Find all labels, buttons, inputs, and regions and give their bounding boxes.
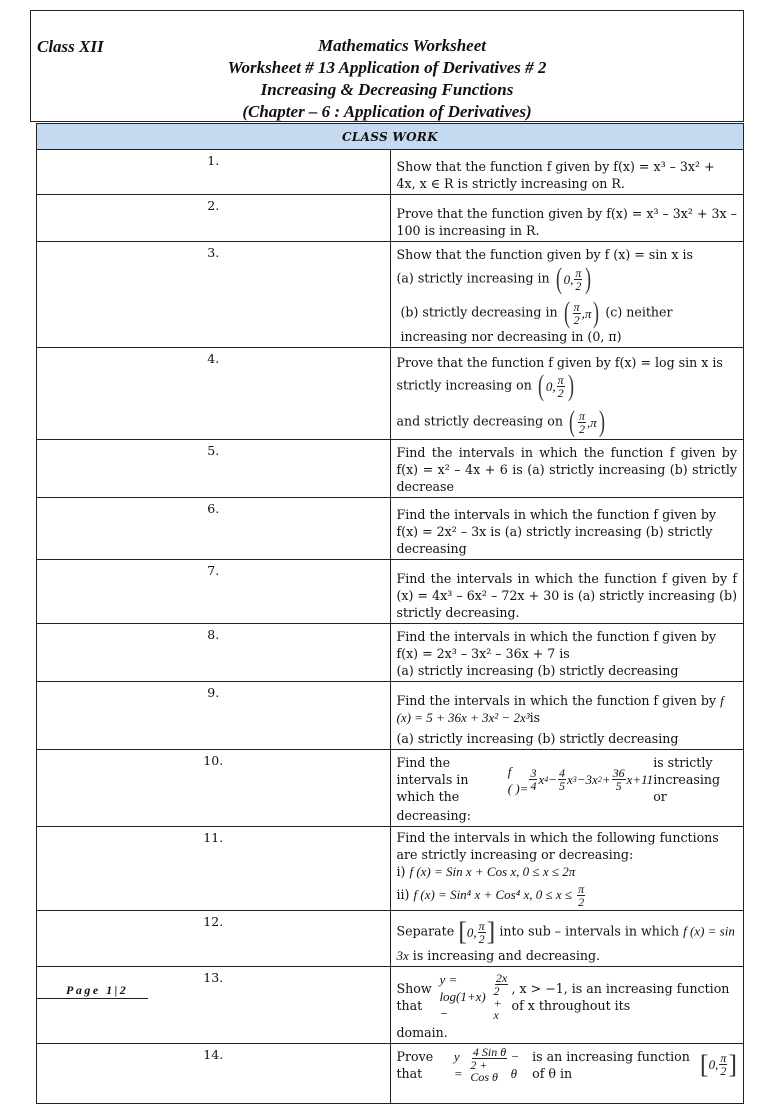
interval-zero-pi-half: ( 0, $\frac{\pi}{2}$ ): [537, 369, 574, 402]
interval-closed-zero-pi-half: [ 0, $\frac{\pi}{2}$ ]: [458, 917, 496, 946]
question-number: 4.: [37, 348, 391, 440]
interval-zero-pi-half: ( 0, $\frac{\pi}{2}$ ): [555, 262, 592, 295]
question-row: [37, 750, 744, 827]
interval-closed-zero-pi-half: [ 0, $\frac{\pi}{2}$ ]: [699, 1049, 737, 1079]
question-number: 2.: [37, 195, 391, 242]
question-text-part: is: [529, 710, 541, 725]
question-row: [37, 1044, 744, 1104]
question-row: [37, 440, 744, 498]
interval-pi-half-pi: ( $\frac{\pi}{2}$ ,π ): [563, 296, 600, 329]
part-c-text: (c) neither increasing nor decreasing in (0, π): [400, 304, 673, 344]
section-title: CLASS WORK: [37, 124, 744, 150]
question-text-part: Find the intervals in which the function f given by: [396, 693, 717, 708]
question-number: 6.: [37, 498, 391, 560]
question-text: Prove that the function given by f(x) = x³ – 3x² + 3x – 100 is increasing in R.: [390, 195, 744, 242]
question-row: [37, 498, 744, 560]
class-label: Class XII: [37, 37, 104, 56]
question-text: [390, 827, 744, 911]
question-row: [37, 911, 744, 967]
interval-pi-half-pi: ( $\frac{\pi}{2}$ ,π ): [568, 405, 605, 438]
header-line-1: Mathematics Worksheet: [318, 36, 486, 55]
header-titles: [31, 35, 743, 123]
question-number: 5.: [37, 440, 391, 498]
function-formula: y = log(1+x) − $\frac{2x}{2 + x}$: [439, 971, 508, 1022]
header-line-4: (Chapter – 6 : Application of Derivatives): [242, 102, 532, 121]
question-text-part: is increasing and decreasing.: [412, 948, 601, 963]
question-number: 8.: [37, 624, 391, 682]
question-row: [37, 348, 744, 440]
question-text: Find the intervals in which the function f given by f(x) = x² – 4x + 6 is (a) strictly increasing (b) strictly decrease: [390, 440, 744, 498]
question-row: [37, 150, 744, 195]
function-formula: f (x) = sin 3x: [396, 923, 735, 963]
question-text-part: Find the intervals in which the: [396, 755, 469, 804]
question-text-part: decreasing:: [396, 808, 471, 823]
question-text-part: Separate: [396, 923, 455, 939]
questions-table: [36, 123, 744, 1104]
question-text-part: into sub – intervals in which: [499, 923, 680, 939]
question-text-part: , x > −1, is an increasing function of x throughout its: [511, 980, 730, 1013]
question-number: 7.: [37, 560, 391, 624]
worksheet-header: [30, 10, 744, 122]
question-text: [390, 624, 744, 682]
question-number: 3.: [37, 242, 391, 348]
question-text-part: and strictly decreasing on: [396, 413, 563, 429]
question-text-part: is strictly increasing or: [653, 755, 721, 804]
sub-label: i): [396, 864, 406, 879]
question-number: 14.: [37, 1044, 391, 1104]
question-text-part: is an increasing function of θ in: [532, 1048, 690, 1081]
question-text: [390, 348, 744, 440]
question-text-part: Prove that: [396, 1048, 434, 1081]
question-text-part: Find the intervals in which the function f given by f(x) = 2x³ – 3x² – 36x + 7 is: [396, 629, 717, 661]
question-text-part: Prove that the function f given by f(x) = log sin x is strictly increasing on: [396, 355, 723, 393]
header-line-3: Increasing & Decreasing Functions: [260, 80, 514, 99]
question-text: [390, 682, 744, 750]
question-number: 9.: [37, 682, 391, 750]
question-text: [390, 750, 744, 827]
function-formula: f (x) = Sin⁴ x + Cos⁴ x, 0 ≤ x ≤: [413, 887, 573, 902]
page-footer: Page 1|2: [36, 983, 148, 999]
question-row: [37, 682, 744, 750]
sub-label: ii): [396, 887, 410, 902]
function-formula: f ( )= $\frac{3}{4}$ x 4 − $\frac{4}{5}$ x 3 −3x 2 + $\frac{36}{5}$ x+11: [507, 763, 654, 796]
question-text: [390, 1044, 744, 1104]
question-text: [390, 911, 744, 967]
function-formula: f (x) = Sin x + Cos x, 0 ≤ x ≤ 2π: [409, 864, 576, 879]
question-text: Find the intervals in which the function f given by f(x) = 2x² – 3x is (a) strictly increasing (b) strictly decreasing: [390, 498, 744, 560]
question-text: Find the intervals in which the function f given by f (x) = 4x³ – 6x² – 72x + 30 is (a) strictly increasing (b) strictly decreasing.: [390, 560, 744, 624]
question-text-part: domain.: [396, 1025, 448, 1040]
question-row: [37, 242, 744, 348]
question-text-part: (a) strictly increasing (b) strictly decreasing: [396, 731, 679, 746]
question-row: [37, 195, 744, 242]
question-text-part: Find the intervals in which the following functions are strictly increasing or decreasing:: [396, 830, 719, 862]
question-text: [390, 242, 744, 348]
question-row: [37, 967, 744, 1044]
question-intro: Show that the function given by f (x) = sin x is: [396, 247, 694, 262]
question-text: Show that the function f given by f(x) = x³ – 3x² + 4x, x ∈ R is strictly increasing on R.: [390, 150, 744, 195]
question-text-part: Show that: [396, 980, 432, 1013]
function-formula: y = $\frac{\text{4 Sin θ}}{\text{2 + Cos θ}}$ − θ: [453, 1045, 520, 1084]
question-text-part: (a) strictly increasing (b) strictly decreasing: [396, 663, 679, 678]
part-b-text: (b) strictly decreasing in: [400, 304, 558, 320]
question-row: [37, 624, 744, 682]
question-text: [390, 967, 744, 1044]
function-formula: f (x) = 5 + 36x + 3x² − 2x³: [396, 693, 724, 725]
question-number: 11.: [37, 827, 391, 911]
question-row: [37, 560, 744, 624]
pi-half-fraction: $\frac{\pi}{2}$: [578, 882, 585, 909]
question-number: 13.: [37, 967, 391, 1044]
header-line-2: Worksheet # 13 Application of Derivatives # 2: [227, 58, 547, 77]
part-a-text: (a) strictly increasing in: [396, 270, 550, 286]
question-number: 10.: [37, 750, 391, 827]
question-row: [37, 827, 744, 911]
question-number: 12.: [37, 911, 391, 967]
question-number: 1.: [37, 150, 391, 195]
